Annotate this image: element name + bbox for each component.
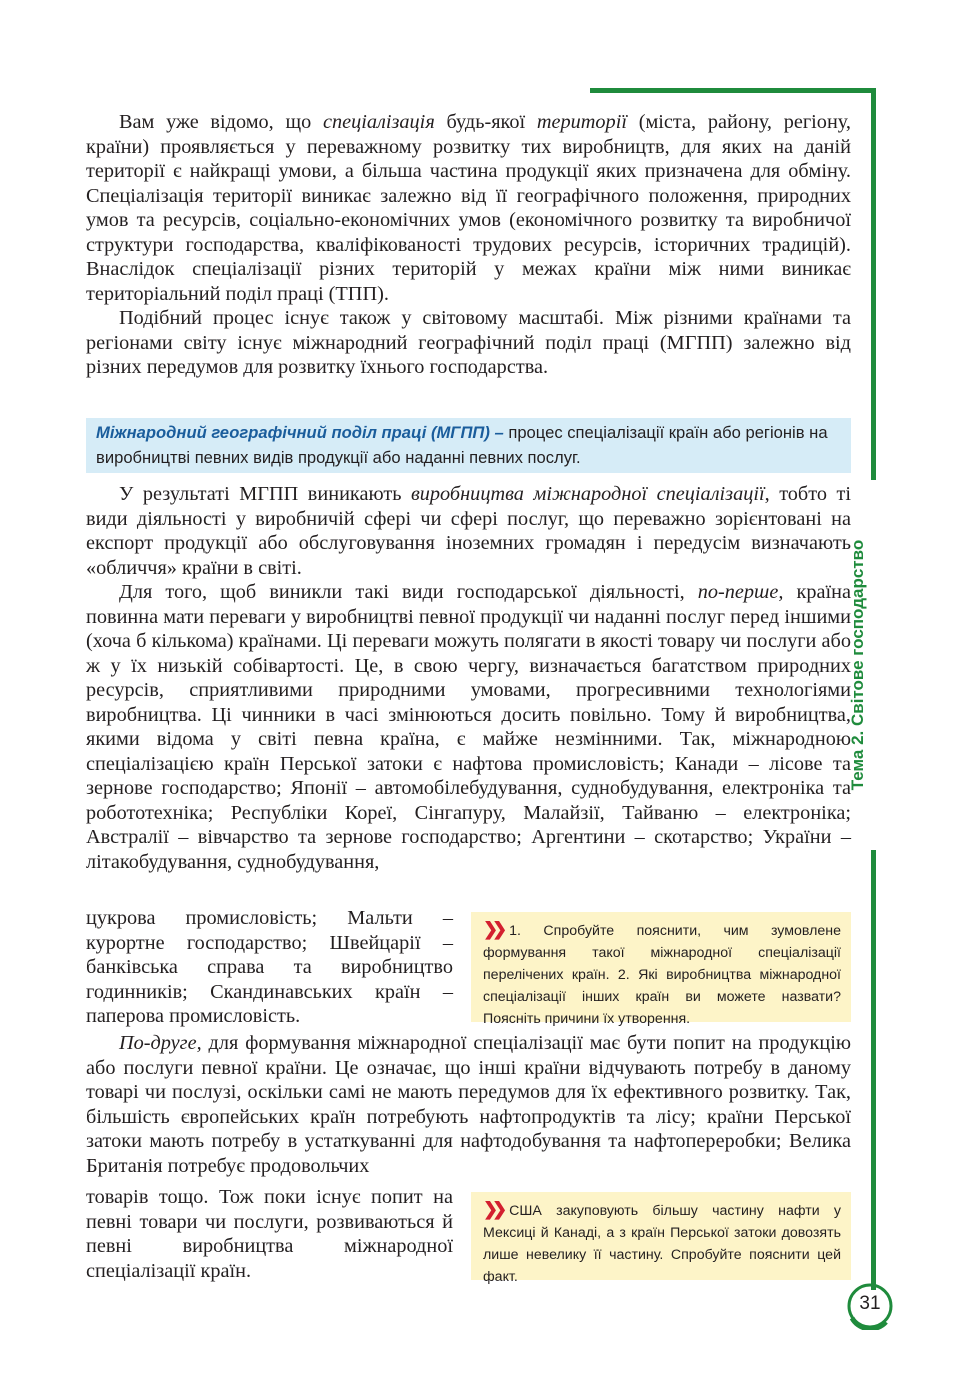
page-number: 31 [859, 1293, 881, 1314]
paragraph-5: По-друге, для формування міжнародної спеціалізації має бути попит на продукцію або послуги певної країни. Це означає, що інші країни відчувають потребу в даному товарі чи послузі, оскільки самі не мають передумов для їх ефективного розвитку. Так, більшість європейських країн потребують нафтопродуктів та лісу; країни Перської затоки мають потребу в устаткуванні для нафтодобування та нафтопереробки; Велика Британія потребує продовольчих [86, 1032, 851, 1177]
main-text-lower [86, 1031, 851, 1178]
green-frame-right-upper [871, 88, 876, 480]
paragraph-3: У результаті МГПП виникають виробництва міжнародної спеціалізації, тобто ті види діяльності у виробничій сфері чи сфері послуг, що переважно зорієнтовані на експорт продукції або обслуговування іноземних громадян і передусім визначають «обличчя» країни в світі. [86, 483, 851, 579]
definition-term: Міжнародний географічний поділ праці (МГПП) – [96, 423, 504, 442]
paragraph-2: Подібний процес існує також у світовому масштабі. Між різними країнами та регіонами світу існує міжнародний географічний поділ праці (МГПП) залежно від різних передумов для розвитку їхнього господарства. [86, 307, 851, 378]
question-box [471, 912, 851, 1027]
paragraph-1: Вам уже відомо, що спеціалізація будь-якої території (міста, району, регіону, країни) проявляється у переважному розвитку тих виробництв, для яких на даній території є найкращі умови, а більша частина продукції яких призначена для обміну. Спеціалізація території виникає залежно від її географічного положення, природних умов та ресурсів, соціально-економічних умов (економічного розвитку та виробничої структури господарства, кваліфікованості трудових ресурсів, історичних традицій). Внаслідок спеціалізації різних територій у межах країни між ними виникає територіальний поділ праці (ТПП). [86, 111, 851, 305]
chevron-double-right-icon: ❯❯ [483, 919, 502, 939]
definition-box [86, 418, 851, 473]
green-frame-top [590, 88, 876, 93]
side-chapter-title: Тема 2. Світове господарство [848, 539, 867, 791]
definition-text: процес спеціалізації країн або регіонів на виробництві певних видів продукції або наданні певних послуг. [96, 423, 828, 467]
main-text-middle [86, 482, 851, 874]
paragraph-4: Для того, щоб виникли такі види господарської діяльності, по-перше, країна повинна мати переваги у виробництві певної продукції чи наданні послуг перед іншими (хоча б кількома) країнами. Ці переваги можуть полягати в якості товару чи послуги або ж у їх низькій собівартості. Це, в свою чергу, визначається багатством природних ресурсів, сприятливими природними умовами, прогресивними технологіями виробництва. Ці чинники в часі змінюються досить повільно. Тому й виробництва, якими відома у світі певна країна, є майже незмінними. Так, міжнародною спеціалізацією країн Перської затоки є нафтова промисловість; Канади – лісове та зернове господарство; Японії – автомобілебудування, суднобудування, електроніка та робототехніка; Республіки Кореї, Сінгапуру, Малайзії, Тайваню – електроніка; Австралії – вівчарство та зернове господарство; Аргентини – скотарство; України – літакобудування, суднобудування, [86, 581, 851, 873]
question-text: 1. Спробуйте пояснити, чим зумовлене формування такої міжнародної спеціалізації перелічених країн. 2. Які виробництва міжнародної спеціалізації інших країн ви можете назвати? Поясніть причини їх утворення. [483, 923, 841, 1027]
green-frame-right-lower [871, 850, 876, 1290]
fact-box [471, 1192, 851, 1285]
chevron-double-right-icon: ❯❯ [483, 1199, 502, 1219]
paragraph-4-continuation: цукрова промисловість; Мальти – курортне господарство; Швейцарії – банківська справа та виробництво годинників; Скандинавських країн – паперова промисловість. [86, 907, 453, 1027]
main-text-upper [86, 110, 851, 380]
paragraph-5-continuation: товарів тощо. Тож поки існує попит на певні товари чи послуги, розвиваються й певні виробництва міжнародної спеціалізації країн. [86, 1186, 453, 1282]
fact-text: США закуповують більшу частину нафти у Мексиці й Канаді, а з країн Перської затоки довозять лише невелику її частину. Спробуйте пояснити цей факт. [483, 1203, 841, 1285]
